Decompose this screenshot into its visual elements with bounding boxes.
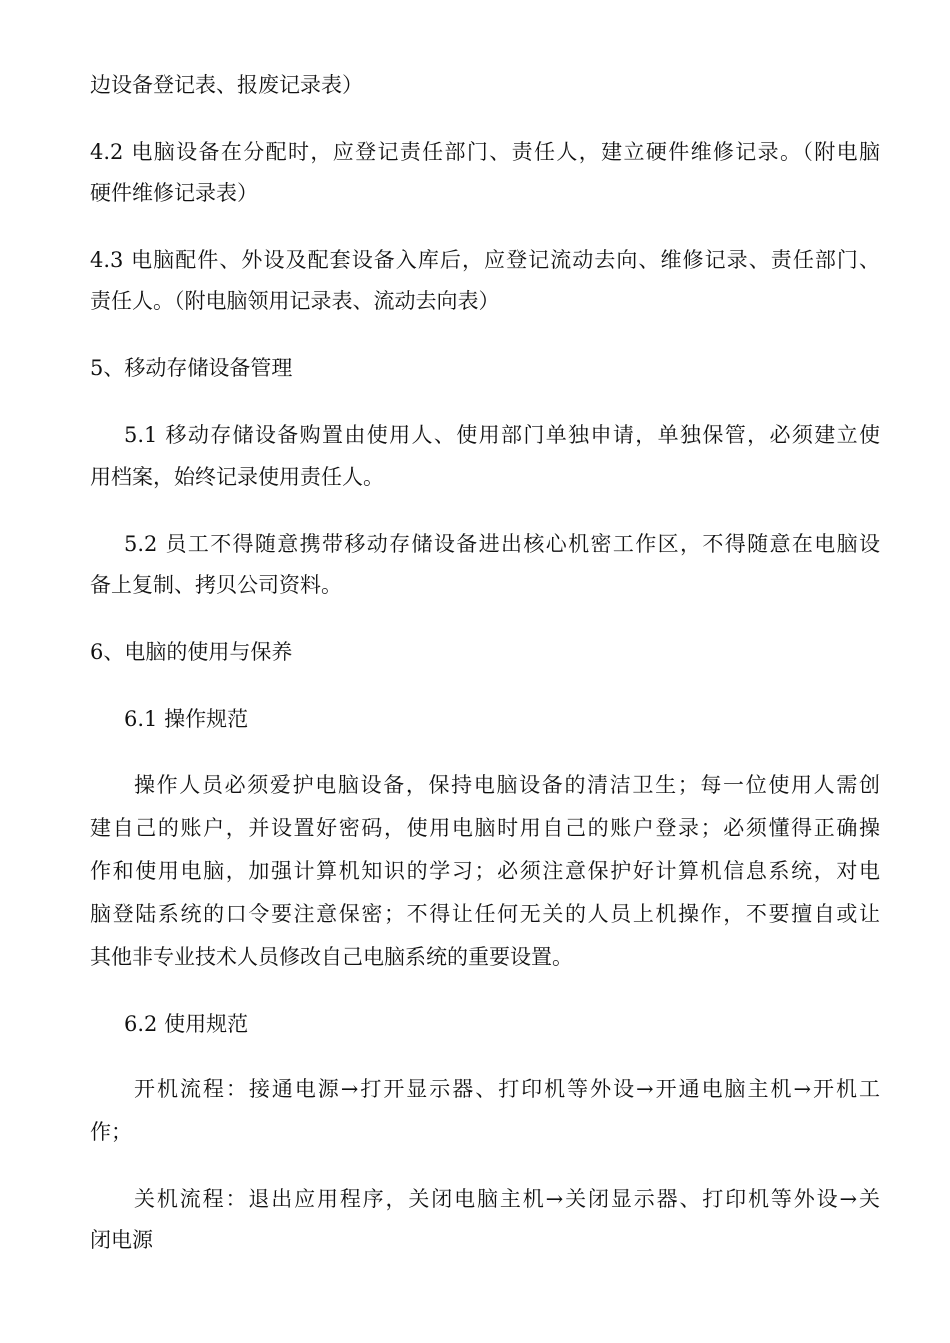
paragraph-line: 操作人员必须爱护电脑设备，保持电脑设备的清洁卫生；每一位使用人需创 xyxy=(134,773,880,797)
paragraph-line: 闭电源 xyxy=(90,1228,153,1252)
paragraph-line: 4.3 电脑配件、外设及配套设备入库后，应登记流动去向、维修记录、责任部门、 xyxy=(90,248,880,272)
paragraph-line: 备上复制、拷贝公司资料。 xyxy=(90,573,342,597)
paragraph-line: 责任人。（附电脑领用记录表、流动去向表） xyxy=(90,289,500,313)
section-heading: 6、电脑的使用与保养 xyxy=(90,640,293,664)
paragraph-line: 5.1 移动存储设备购置由使用人、使用部门单独申请，单独保管，必须建立使 xyxy=(124,423,880,447)
section-heading: 5、移动存储设备管理 xyxy=(90,356,293,380)
subsection-heading: 6.1 操作规范 xyxy=(124,707,249,731)
paragraph-line: 4.2 电脑设备在分配时，应登记责任部门、责任人，建立硬件维修记录。（附电脑 xyxy=(90,140,880,164)
paragraph-line: 边设备登记表、报废记录表） xyxy=(90,73,363,97)
paragraph-line: 作； xyxy=(90,1120,132,1144)
paragraph-line: 用档案，始终记录使用责任人。 xyxy=(90,465,384,489)
paragraph-line: 关机流程：退出应用程序，关闭电脑主机→关闭显示器、打印机等外设→关 xyxy=(134,1187,880,1211)
paragraph-line: 5.2 员工不得随意携带移动存储设备进出核心机密工作区，不得随意在电脑设 xyxy=(124,532,880,556)
paragraph-line: 脑登陆系统的口令要注意保密；不得让任何无关的人员上机操作，不要擅自或让 xyxy=(90,902,880,926)
paragraph-line: 开机流程：接通电源→打开显示器、打印机等外设→开通电脑主机→开机工 xyxy=(134,1077,880,1101)
paragraph-line: 建自己的账户，并设置好密码，使用电脑时用自己的账户登录；必须懂得正确操 xyxy=(90,816,880,840)
paragraph-line: 作和使用电脑，加强计算机知识的学习；必须注意保护好计算机信息系统，对电 xyxy=(90,859,880,883)
subsection-heading: 6.2 使用规范 xyxy=(124,1012,249,1036)
paragraph-line: 其他非专业技术人员修改自己电脑系统的重要设置。 xyxy=(90,945,573,969)
paragraph-line: 硬件维修记录表） xyxy=(90,181,258,205)
